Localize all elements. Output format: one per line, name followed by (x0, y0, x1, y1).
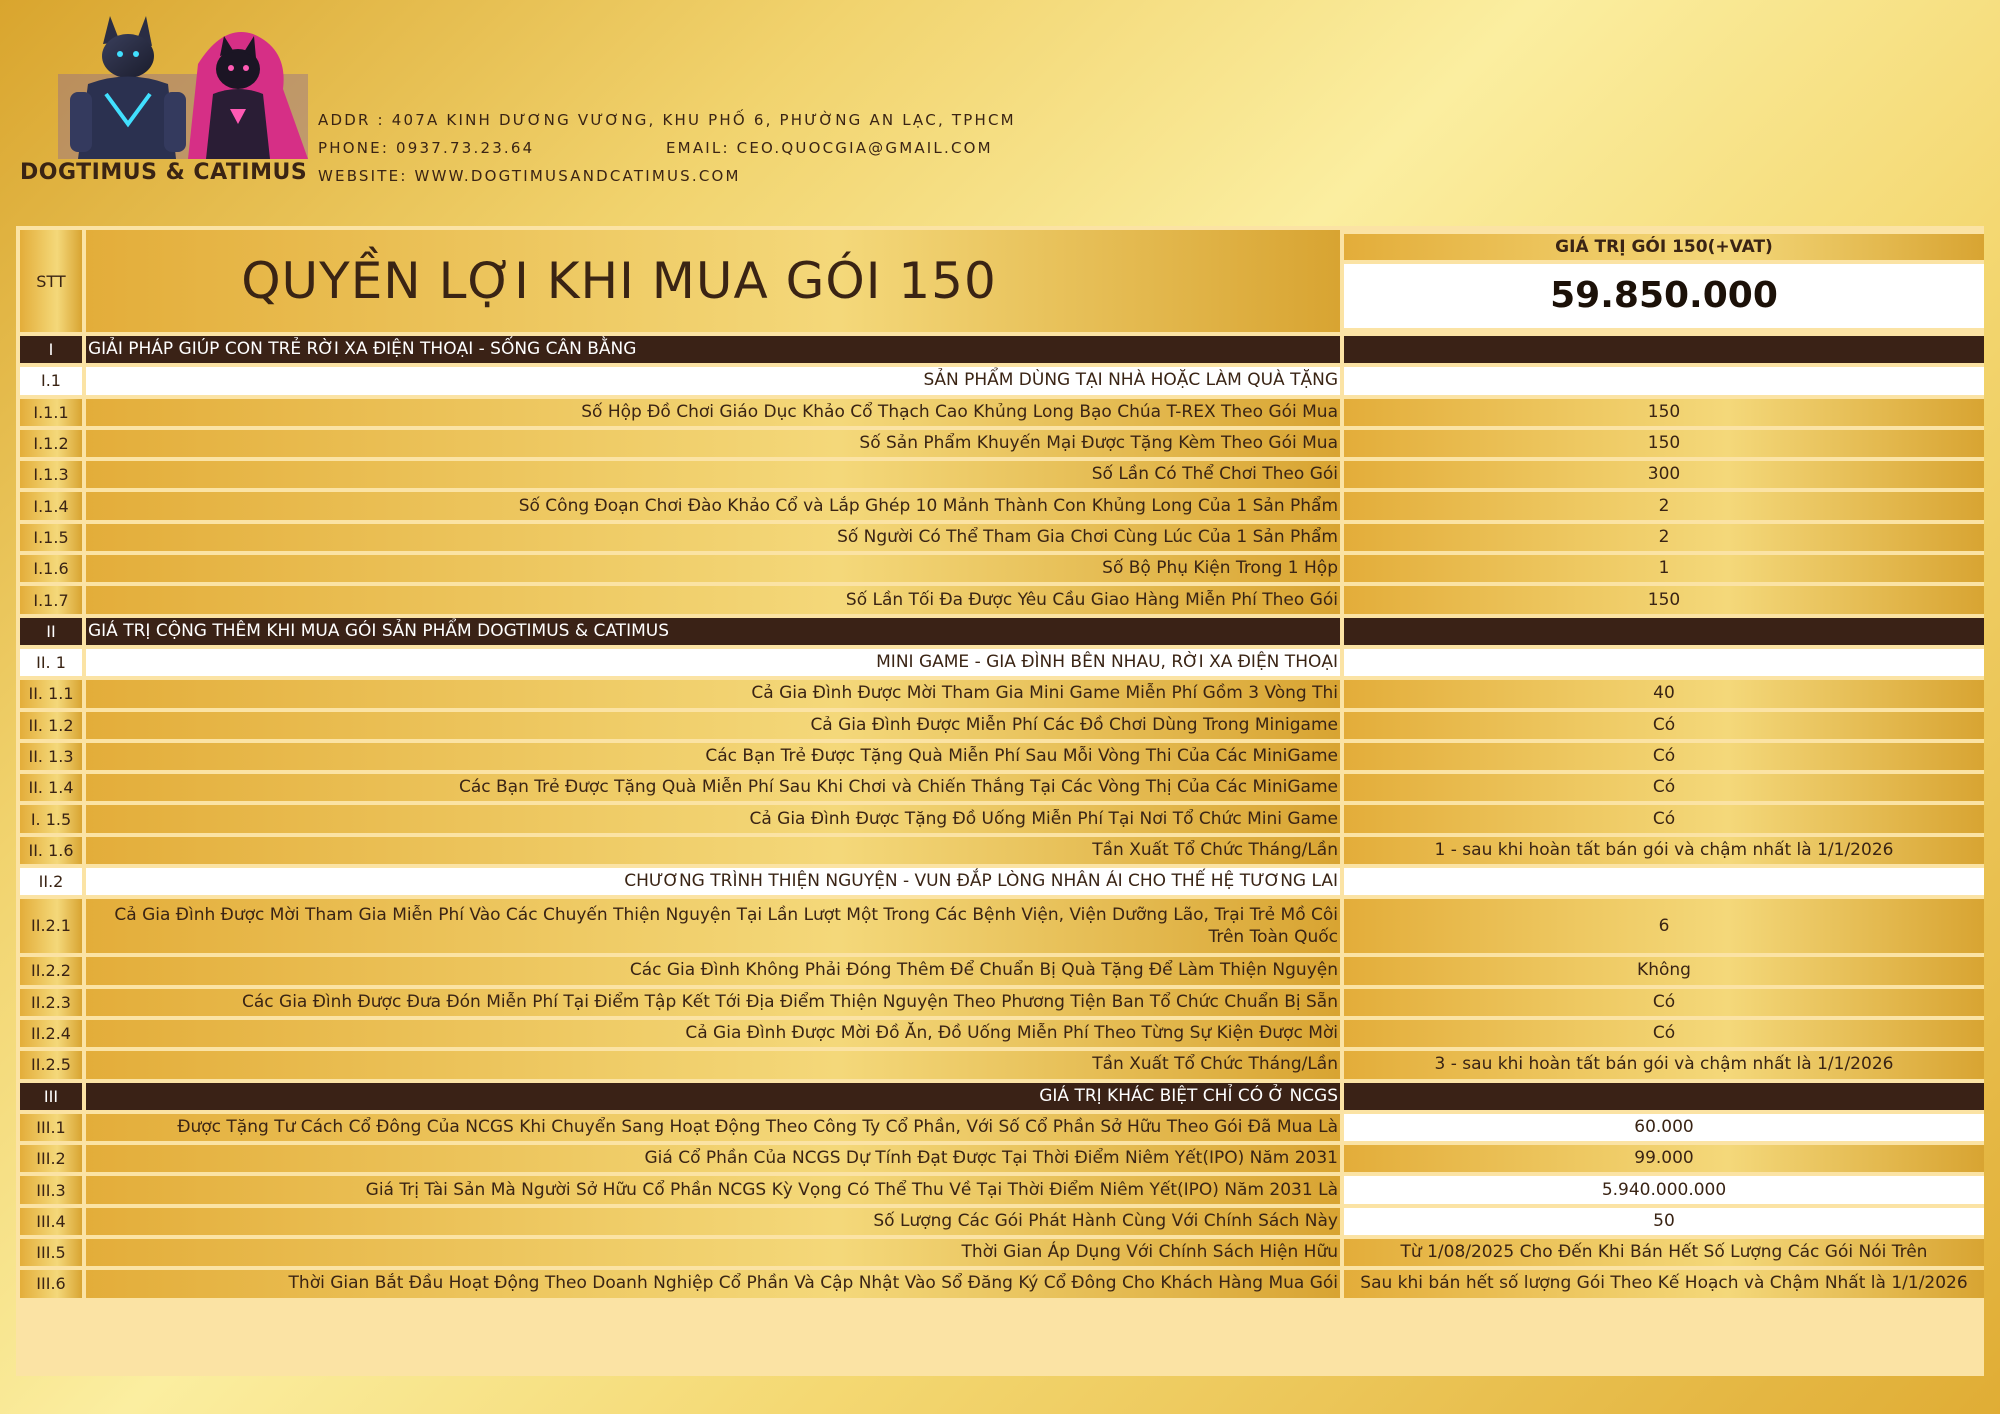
row-label: Số Công Đoạn Chơi Đào Khảo Cổ và Lắp Ghép 10 Mảnh Thành Con Khủng Long Của 1 Sản Phẩm (86, 492, 1340, 519)
row-label: SẢN PHẨM DÙNG TẠI NHÀ HOẶC LÀM QUÀ TẶNG (86, 367, 1340, 394)
row-value: 99.000 (1344, 1145, 1984, 1172)
row-stt: II.2.5 (20, 1051, 82, 1078)
row-label: Giá Cổ Phần Của NCGS Dự Tính Đạt Được Tại Thời Điểm Niêm Yết(IPO) Năm 2031 (86, 1145, 1340, 1172)
table-row (20, 774, 1984, 801)
table-row (20, 1176, 1984, 1203)
row-value: 5.940.000.000 (1344, 1176, 1984, 1203)
benefits-table-sheet (16, 226, 1984, 1376)
table-row (20, 399, 1984, 426)
row-value (1344, 649, 1984, 676)
table-row (20, 555, 1984, 582)
row-stt: I (20, 336, 82, 363)
row-stt: I.1.2 (20, 430, 82, 457)
row-value: Từ 1/08/2025 Cho Đến Khi Bán Hết Số Lượng Các Gói Nói Trên (1344, 1239, 1984, 1266)
row-stt: II.2.2 (20, 957, 82, 984)
table-row (20, 837, 1984, 864)
table-row (20, 805, 1984, 832)
row-value (1344, 367, 1984, 394)
row-value: 2 (1344, 524, 1984, 551)
row-label: Các Gia Đình Không Phải Đóng Thêm Để Chuẩn Bị Quà Tặng Để Làm Thiện Nguyện (86, 957, 1340, 984)
table-row (20, 680, 1984, 707)
stt-header: STT (20, 230, 82, 332)
table-row (20, 524, 1984, 551)
row-label: Số Sản Phẩm Khuyến Mại Được Tặng Kèm Theo Gói Mua (86, 430, 1340, 457)
page-title: QUYỀN LỢI KHI MUA GÓI 150 (86, 230, 1340, 332)
table-row (20, 957, 1984, 984)
address-text: ADDR : 407A KINH DƯƠNG VƯƠNG, KHU PHỐ 6, PHƯỜNG AN LẠC, TPHCM (318, 111, 1016, 129)
row-label: CHƯƠNG TRÌNH THIỆN NGUYỆN - VUN ĐẮP LÒNG NHÂN ÁI CHO THẾ HỆ TƯƠNG LAI (86, 868, 1340, 895)
row-label: Số Lần Có Thể Chơi Theo Gói (86, 461, 1340, 488)
row-value: 150 (1344, 399, 1984, 426)
row-stt: II. 1.6 (20, 837, 82, 864)
row-stt: III.1 (20, 1114, 82, 1141)
row-value: 3 - sau khi hoàn tất bán gói và chậm nhất là 1/1/2026 (1344, 1051, 1984, 1078)
row-stt: III.4 (20, 1208, 82, 1235)
phone-text: PHONE: 0937.73.23.64 (318, 139, 535, 157)
row-label: Giá Trị Tài Sản Mà Người Sở Hữu Cổ Phần NCGS Kỳ Vọng Có Thể Thu Về Tại Thời Điểm Niêm Yết(IPO) Năm 2031 Là (86, 1176, 1340, 1203)
row-label: Số Hộp Đồ Chơi Giáo Dục Khảo Cổ Thạch Cao Khủng Long Bạo Chúa T-REX Theo Gói Mua (86, 399, 1340, 426)
row-stt: I.1.1 (20, 399, 82, 426)
table-row (20, 989, 1984, 1016)
table-row (20, 586, 1984, 613)
row-value: 150 (1344, 586, 1984, 613)
row-label: Được Tặng Tư Cách Cổ Đông Của NCGS Khi Chuyển Sang Hoạt Động Theo Công Ty Cổ Phần, Với Số Cổ Phần Sở Hữu Theo Gói Đã Mua Là (86, 1114, 1340, 1141)
row-stt: II.2.4 (20, 1020, 82, 1047)
row-stt: I.1.6 (20, 555, 82, 582)
row-label: Số Lượng Các Gói Phát Hành Cùng Với Chính Sách Này (86, 1208, 1340, 1235)
row-value: 60.000 (1344, 1114, 1984, 1141)
row-label: GIÁ TRỊ KHÁC BIỆT CHỈ CÓ Ở NCGS (86, 1083, 1340, 1110)
row-label: Số Bộ Phụ Kiện Trong 1 Hộp (86, 555, 1340, 582)
row-label: Các Gia Đình Được Đưa Đón Miễn Phí Tại Điểm Tập Kết Tới Địa Điểm Thiện Nguyện Theo Phương Tiện Ban Tổ Chức Chuẩn Bị Sẵn (86, 989, 1340, 1016)
table-row (20, 1020, 1984, 1047)
row-stt: I.1.7 (20, 586, 82, 613)
row-label: Tần Xuất Tổ Chức Tháng/Lần (86, 1051, 1340, 1078)
row-value: Có (1344, 1020, 1984, 1047)
email-text: EMAIL: CEO.QUOCGIA@GMAIL.COM (666, 139, 993, 157)
row-value: Có (1344, 743, 1984, 770)
row-stt: I.1.3 (20, 461, 82, 488)
row-label: Thời Gian Áp Dụng Với Chính Sách Hiện Hữu (86, 1239, 1340, 1266)
price-label: GIÁ TRỊ GÓI 150(+VAT) (1344, 234, 1984, 260)
row-stt: II. 1.4 (20, 774, 82, 801)
row-value: 150 (1344, 430, 1984, 457)
table-row (20, 1083, 1984, 1110)
row-value: 50 (1344, 1208, 1984, 1235)
row-label: Cả Gia Đình Được Mời Tham Gia Miễn Phí Vào Các Chuyến Thiện Nguyện Tại Lần Lượt Một Trong Các Bệnh Viện, Viện Dưỡng Lão, Trại Trẻ Mồ Côi Trên Toàn Quốc (86, 899, 1340, 953)
row-label: GIẢI PHÁP GIÚP CON TRẺ RỜI XA ĐIỆN THOẠI - SỐNG CÂN BẰNG (86, 336, 1340, 363)
table-row (20, 367, 1984, 394)
row-stt: III.6 (20, 1270, 82, 1297)
row-stt: I.1.4 (20, 492, 82, 519)
row-stt: II (20, 618, 82, 645)
benefits-table (16, 226, 1988, 1302)
table-row (20, 743, 1984, 770)
row-stt: I. 1.5 (20, 805, 82, 832)
row-value: 1 - sau khi hoàn tất bán gói và chậm nhất là 1/1/2026 (1344, 837, 1984, 864)
row-stt: III.5 (20, 1239, 82, 1266)
row-label: Các Bạn Trẻ Được Tặng Quà Miễn Phí Sau Mỗi Vòng Thi Của Các MiniGame (86, 743, 1340, 770)
row-label: Các Bạn Trẻ Được Tặng Quà Miễn Phí Sau Khi Chơi và Chiến Thắng Tại Các Vòng Thị Của Các MiniGame (86, 774, 1340, 801)
row-stt: II.2 (20, 868, 82, 895)
table-row (20, 1145, 1984, 1172)
row-stt: II. 1 (20, 649, 82, 676)
row-label: Số Lần Tối Đa Được Yêu Cầu Giao Hàng Miễn Phí Theo Gói (86, 586, 1340, 613)
price-value: 59.850.000 (1344, 264, 1984, 328)
table-header-row (20, 230, 1984, 332)
row-label: GIÁ TRỊ CỘNG THÊM KHI MUA GÓI SẢN PHẨM DOGTIMUS & CATIMUS (86, 618, 1340, 645)
table-row (20, 430, 1984, 457)
row-value: 300 (1344, 461, 1984, 488)
row-value: 40 (1344, 680, 1984, 707)
table-row (20, 712, 1984, 739)
row-label: Tần Xuất Tổ Chức Tháng/Lần (86, 837, 1340, 864)
row-stt: III.2 (20, 1145, 82, 1172)
row-stt: I.1 (20, 367, 82, 394)
dog-cat-mascot-logo (48, 14, 318, 159)
table-row (20, 1051, 1984, 1078)
row-value: 2 (1344, 492, 1984, 519)
row-value (1344, 868, 1984, 895)
row-value: 6 (1344, 899, 1984, 953)
table-row (20, 461, 1984, 488)
row-value: Có (1344, 805, 1984, 832)
row-label: Cả Gia Đình Được Miễn Phí Các Đồ Chơi Dùng Trong Minigame (86, 712, 1340, 739)
table-row (20, 492, 1984, 519)
row-label: Thời Gian Bắt Đầu Hoạt Động Theo Doanh Nghiệp Cổ Phần Và Cập Nhật Vào Sổ Đăng Ký Cổ Đông Cho Khách Hàng Mua Gói (86, 1270, 1340, 1297)
row-stt: III.3 (20, 1176, 82, 1203)
row-stt: II. 1.1 (20, 680, 82, 707)
row-label: Cả Gia Đình Được Mời Tham Gia Mini Game Miễn Phí Gồm 3 Vòng Thi (86, 680, 1340, 707)
row-value (1344, 336, 1984, 363)
row-label: MINI GAME - GIA ĐÌNH BÊN NHAU, RỜI XA ĐIỆN THOẠI (86, 649, 1340, 676)
row-value (1344, 618, 1984, 645)
row-stt: I.1.5 (20, 524, 82, 551)
table-row (20, 649, 1984, 676)
price-header-cell (1344, 230, 1984, 332)
row-value: Không (1344, 957, 1984, 984)
table-row (20, 336, 1984, 363)
table-row (20, 1114, 1984, 1141)
table-row (20, 899, 1984, 953)
row-label: Số Người Có Thể Tham Gia Chơi Cùng Lúc Của 1 Sản Phẩm (86, 524, 1340, 551)
table-row (20, 868, 1984, 895)
row-stt: III (20, 1083, 82, 1110)
row-value: Sau khi bán hết số lượng Gói Theo Kế Hoạch và Chậm Nhất là 1/1/2026 (1344, 1270, 1984, 1297)
row-label: Cả Gia Đình Được Tặng Đồ Uống Miễn Phí Tại Nơi Tổ Chức Mini Game (86, 805, 1340, 832)
row-stt: II.2.3 (20, 989, 82, 1016)
table-row (20, 1270, 1984, 1297)
row-value (1344, 1083, 1984, 1110)
table-row (20, 618, 1984, 645)
row-stt: II.2.1 (20, 899, 82, 953)
row-label: Cả Gia Đình Được Mời Đồ Ăn, Đồ Uống Miễn Phí Theo Từng Sự Kiện Được Mời (86, 1020, 1340, 1047)
row-value: Có (1344, 989, 1984, 1016)
row-value: Có (1344, 774, 1984, 801)
row-value: 1 (1344, 555, 1984, 582)
table-row (20, 1239, 1984, 1266)
table-row (20, 1208, 1984, 1235)
brand-name: DOGTIMUS & CATIMUS (20, 160, 308, 185)
row-value: Có (1344, 712, 1984, 739)
row-stt: II. 1.2 (20, 712, 82, 739)
website-text: WEBSITE: WWW.DOGTIMUSANDCATIMUS.COM (318, 167, 741, 185)
row-stt: II. 1.3 (20, 743, 82, 770)
